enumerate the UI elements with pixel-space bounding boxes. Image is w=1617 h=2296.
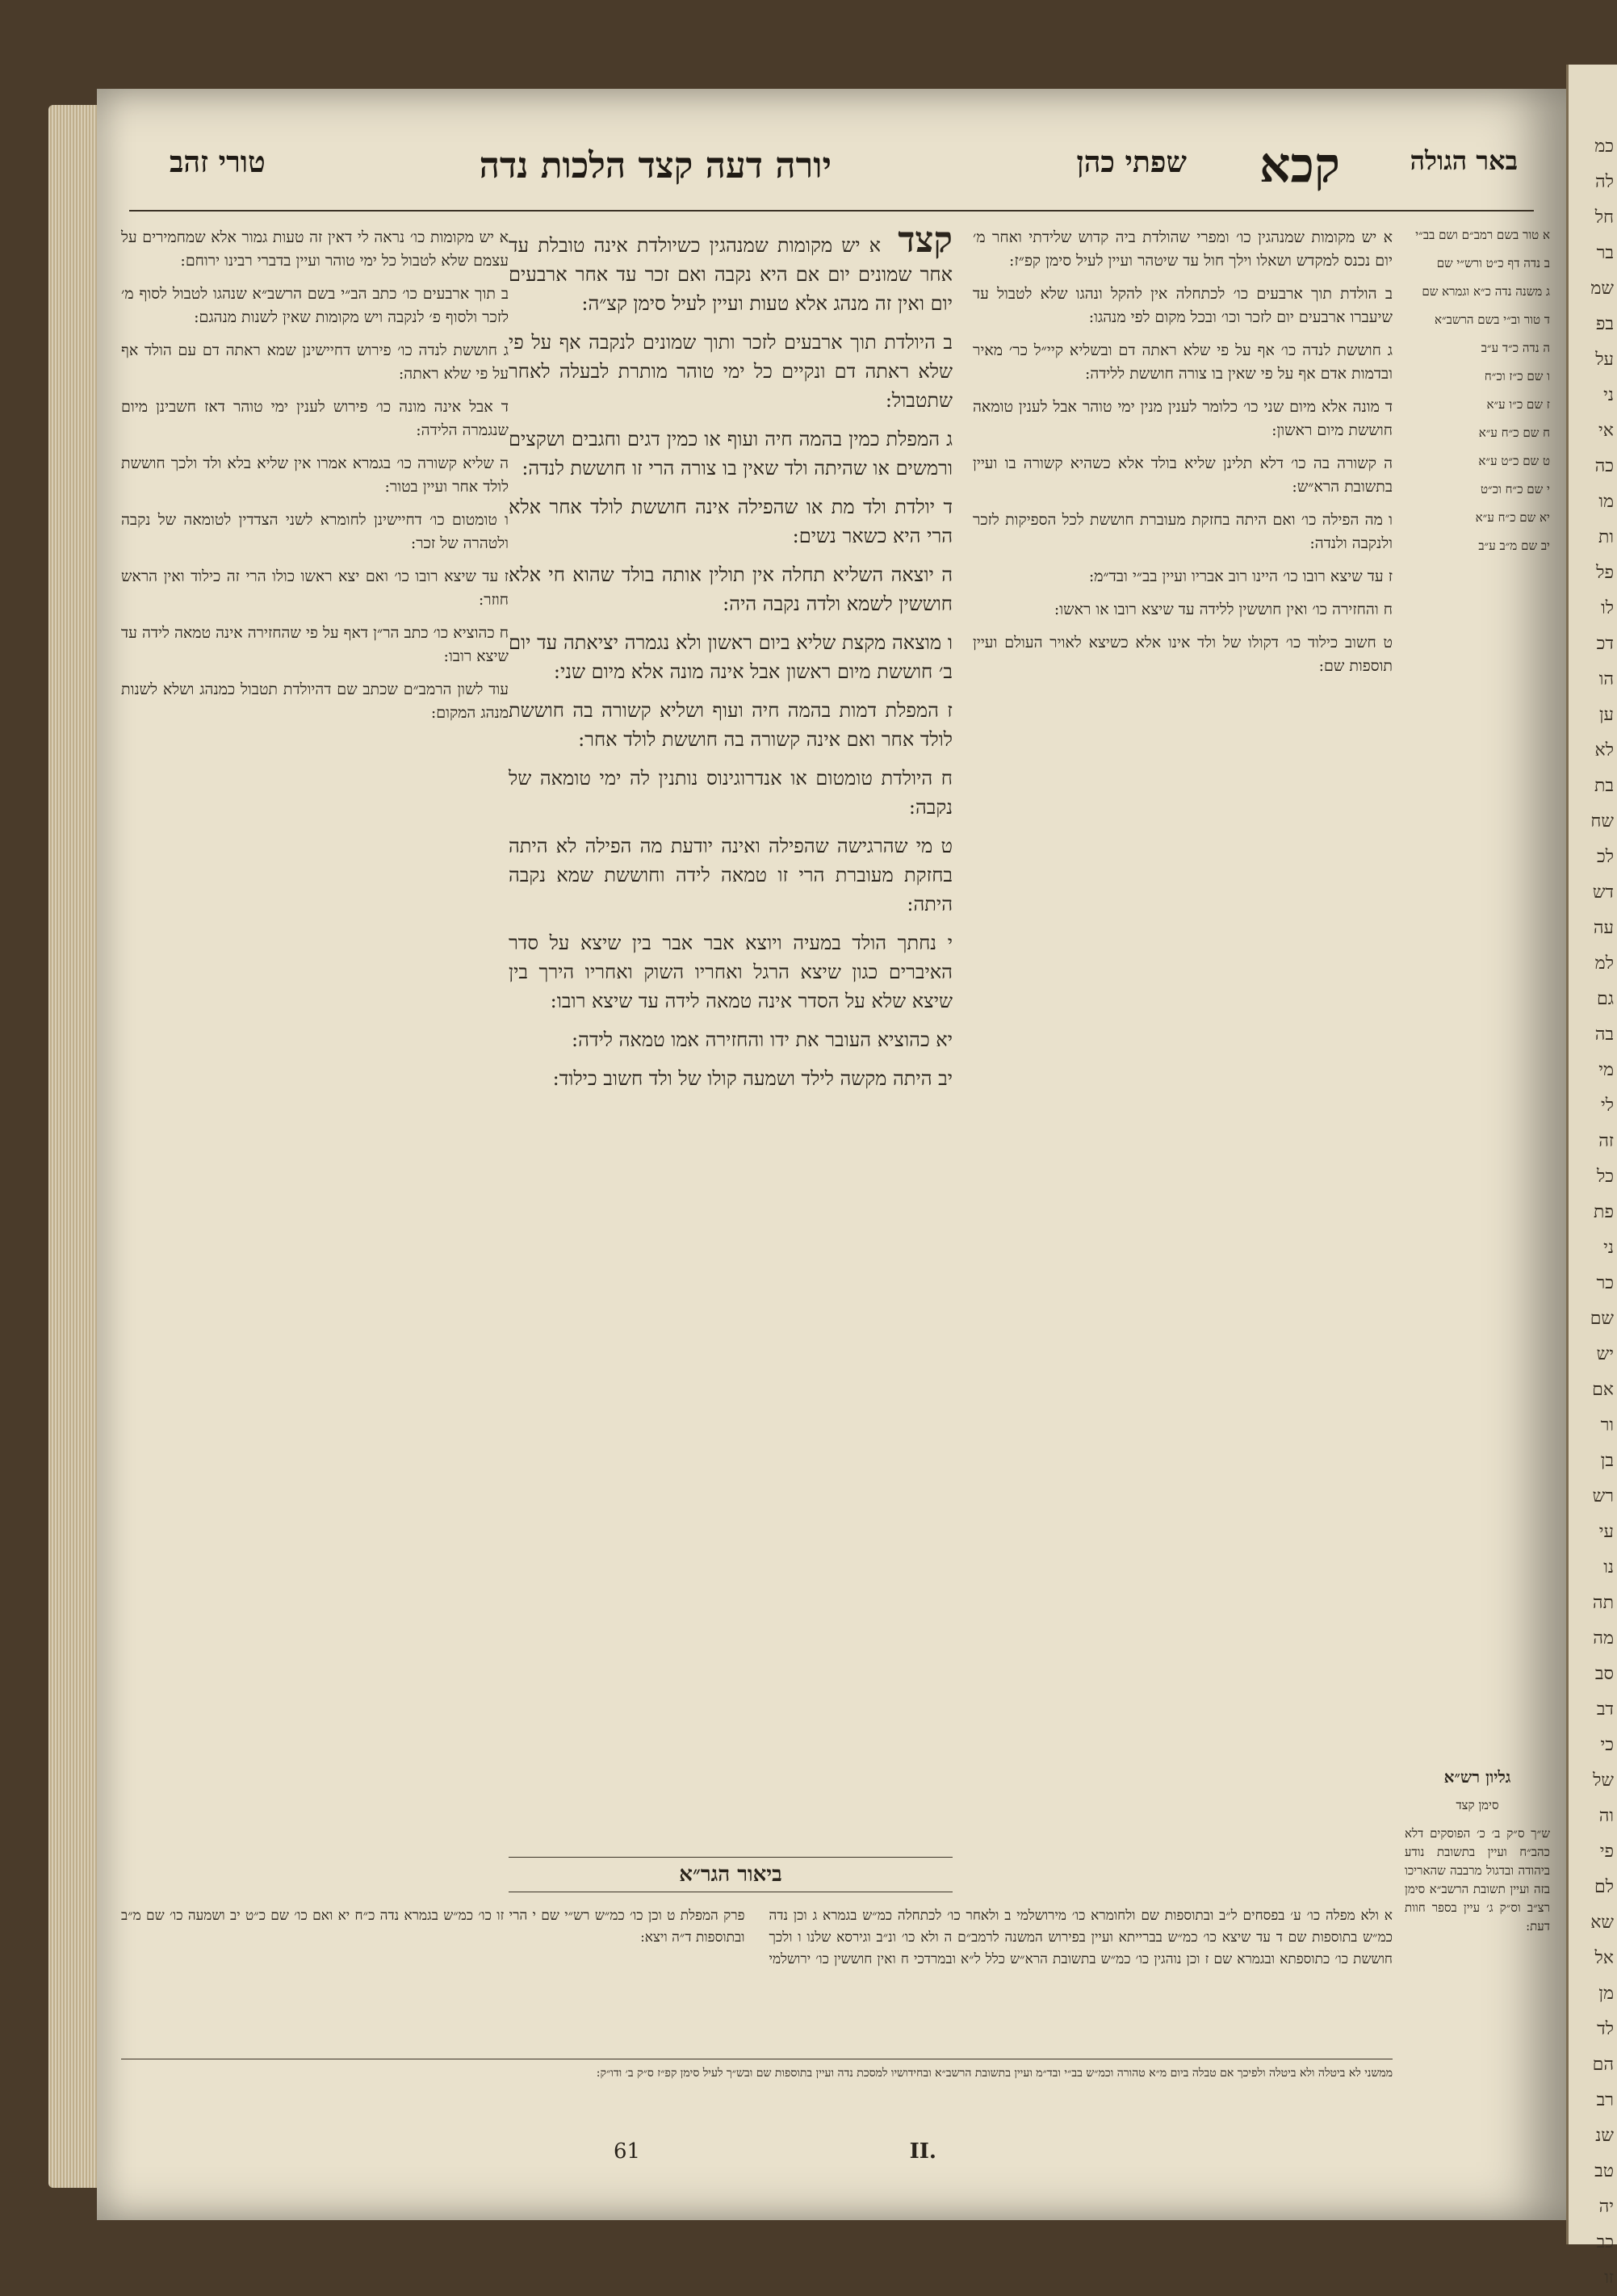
header-center-title: יורה דעה קצד הלכות נדה bbox=[479, 145, 832, 186]
main-paragraph: יא כהוציא העובר את ידו והחזירה אמו טמאה לידה: bbox=[572, 1029, 953, 1051]
facing-page-fragment: זה bbox=[1598, 1131, 1614, 1151]
facing-page-fragment: גם bbox=[1597, 989, 1614, 1009]
siman-number: קצד bbox=[898, 220, 953, 261]
taz-paragraph: ו טומטום כו׳ דחיישינן לחומרא לשני הצדדין לטומאה של נקבה ולטהרה של זכר: bbox=[121, 511, 509, 552]
taz-paragraph: א יש מקומות כו׳ נראה לי דאין זה טעות גמור אלא שמחמירים על עצמם שלא לטבול כל ימי טוהר ועיין בדברי רבינו ירוחם: bbox=[121, 228, 509, 270]
beer-note: יב שם מ״ב ע״ב bbox=[1478, 538, 1550, 553]
facing-page-fragment: שמ bbox=[1590, 279, 1614, 299]
facing-page-fragment: מו bbox=[1598, 492, 1614, 512]
facing-page-fragment: שנ bbox=[1595, 2126, 1614, 2146]
taz-paragraph: ד אבל אינה מונה כו׳ פירוש לענין ימי טוהר דאז חשבינן מיום שנגמרה הלידה: bbox=[121, 398, 509, 439]
facing-page-fragment: עה bbox=[1593, 918, 1614, 938]
facing-page-fragment: מן bbox=[1598, 1984, 1614, 2004]
facing-page-fragment: פת bbox=[1594, 1202, 1614, 1222]
facing-page-fragment: אם bbox=[1592, 1380, 1614, 1400]
main-paragraph: ג המפלת כמין בהמה חיה ועוף או כמין דגים וחגבים ושקצים ורמשים או שהיתה ולד שאין בו צורה הרי זו חוששת לנדה: bbox=[509, 428, 953, 480]
beer-note: ט שם כ״ט ע״א bbox=[1478, 454, 1550, 468]
facing-page-fragment: כה bbox=[1594, 456, 1614, 476]
main-paragraph: ב היולדת תוך ארבעים לזכר ותוך שמונים לנקבה אף על פי שלא ראתה דם ונקיים כל ימי טוהר מותרת לבעלה לאחר שתטבול: bbox=[509, 331, 953, 412]
facing-page-fragment: עי bbox=[1598, 1522, 1614, 1542]
facing-page-fragment: אי bbox=[1598, 421, 1614, 441]
taz-paragraph: ג חוששת לנדה כו׳ פירוש דחיישינן שמא ראתה דם עם הולד אף על פי שלא ראתה: bbox=[121, 341, 509, 383]
facing-page-fragment: הו bbox=[1598, 669, 1614, 689]
main-paragraph: י נחתך הולד במעיה ויוצא אבר אבר בין שיצא על סדר האיברים כגון שיצא הרגל ואחריו השוק ואחריו הירך בין שיצא שלא על הסדר אינה טמאה לידה עד שיצא רובו: bbox=[509, 932, 953, 1012]
facing-page-fragment: מה bbox=[1593, 1628, 1614, 1649]
facing-page-fragment: של bbox=[1593, 1770, 1614, 1791]
main-paragraph: ו מוצאה מקצת שליא ביום ראשון ולא נגמרה יציאתה עד יום ב׳ חוששת מיום ראשון אבל אינה מונה אלא מיום שני: bbox=[509, 631, 953, 683]
facing-page-fragment: לי bbox=[1600, 1096, 1614, 1116]
gilyon-subtitle: סימן קצד bbox=[1456, 1798, 1499, 1812]
facing-page-fragment: שח bbox=[1590, 811, 1614, 832]
gilyon-rsha-block bbox=[1405, 1768, 1550, 2107]
beer-note: ד טור וב״י בשם הרשב״א bbox=[1434, 312, 1550, 327]
facing-page-fragment: שם bbox=[1590, 1309, 1614, 1329]
facing-page-fragment: כל bbox=[1596, 1167, 1614, 1187]
facing-page-fragment: בת bbox=[1594, 776, 1614, 796]
beer-note: ו שם כ״ז וכ״ח bbox=[1484, 369, 1550, 383]
beer-note: ז שם כ״ו ע״א bbox=[1486, 397, 1550, 412]
facing-page-fragment: בר bbox=[1596, 243, 1614, 263]
facing-page-fragment: זו bbox=[1604, 2268, 1614, 2288]
header-shach: שפתי כהן bbox=[1076, 145, 1187, 179]
gra-commentary: א ולא מפלה כו׳ ע׳ בפסחים ל״ב ובתוספות שם ולחומרא כו׳ מירושלמי ב ולאחר כו׳ לכתחלה כמ״ש בגמרא ג וכן נדה כמ״ש בתוספות שם ד עד שיצא כו׳ כמ״ש בברייתא ועיין בפירוש המשנה לרמב״ם ה ולא כו׳ ונ״ב וגירסא שלנו ו ולכך חוששת כו׳ כתוספתא ובגמרא שם ז וכן נוהגין כו׳ כמ״ש בתשובת הרא״ש כלל ל״א ובמרדכי ח ואין חוששין כו׳ ירושלמי פרק המפלת ט וכן כו׳ כמ״ש רש״י שם י הרי זו כו׳ כמ״ש בגמרא נדה כ״ח יא ואם כו׳ שם כ״ט יב ושמעה כו׳ שם מ״ב ובתוספות ד״ה ויצא: bbox=[121, 1908, 1393, 1967]
beer-note: ג משנה נדה כ״א וגמרא שם bbox=[1422, 284, 1550, 299]
shach-paragraph: ו מה הפילה כו׳ ואם היתה בחזקת מעוברת חוששת לכל הספיקות לזכר ולנקבה ולנדה: bbox=[973, 511, 1393, 552]
shach-paragraph: ח והחזירה כו׳ ואין חוששין ללידה עד שיצא רובו או ראשו: bbox=[1054, 601, 1393, 618]
shach-paragraph: ה קשורה בה כו׳ דלא תלינן שליא בולד אלא כשהיא קשורה בו ועיין בתשובת הרא״ש: bbox=[973, 455, 1393, 496]
facing-page-fragment: יה bbox=[1598, 2197, 1614, 2217]
taz-paragraph: עוד לשון הרמב״ם שכתב שם דהיולדת תטבול כמנהג ושלא לשנות מנהג המקום: bbox=[121, 681, 509, 722]
book-page bbox=[97, 89, 1566, 2220]
facing-page-fragment: דכ bbox=[1596, 634, 1614, 654]
shulchan-aruch-main-column bbox=[509, 220, 953, 1825]
facing-page-fragment: לו bbox=[1601, 598, 1614, 618]
main-paragraph: ז המפלת דמות בהמה חיה ועוף ושליא קשורה בה חוששת לולד אחר ואם אינה קשורה בה חוששת לולד אחר: bbox=[509, 699, 953, 751]
facing-page-fragment: ור bbox=[1600, 1415, 1614, 1435]
gilyon-text: ש״ך ס״ק ב׳ כ׳ הפוסקים דלא כהב״ח ועיין בתשובת נודע ביהודה ובדגול מרבבה שהאריכו בזה ועיין תשובת הרשב״א סימן רצ״ב וס״ק ג׳ עיין בספר חוות דעת: bbox=[1405, 1826, 1550, 1934]
facing-page-fragment: בה bbox=[1594, 1024, 1614, 1045]
facing-page-fragment: ני bbox=[1603, 385, 1614, 405]
facing-page-fragment: ות bbox=[1598, 527, 1614, 547]
header-page-number: קכא bbox=[1259, 137, 1340, 194]
facing-page-fragment: נו bbox=[1603, 1557, 1614, 1577]
facing-page-fragment: כמ bbox=[1594, 136, 1614, 157]
facing-page-fragment: תה bbox=[1592, 1593, 1614, 1613]
facing-page-fragment: וה bbox=[1598, 1806, 1614, 1826]
facing-page-edge bbox=[1566, 65, 1617, 2288]
facing-page-fragment: אל bbox=[1594, 1948, 1614, 1968]
header-beer-hagolah: באר הגולה bbox=[1410, 145, 1518, 176]
facing-page-fragment: רב bbox=[1596, 2090, 1614, 2110]
facing-page-fragment: לכ bbox=[1596, 847, 1614, 867]
facing-page-fragment: יש bbox=[1596, 1344, 1614, 1364]
facing-page-fragment: סב bbox=[1594, 1664, 1614, 1684]
shach-paragraph: ב הולדת תוך ארבעים כו׳ לכתחלה אין להקל ונהגו שלא לטבול עד שיעברו ארבעים יום לזכר וכו׳ ובכל מקום לפי מנהגו: bbox=[973, 285, 1393, 326]
gilyon-title: גליון רש״א bbox=[1443, 1767, 1511, 1787]
page-header bbox=[129, 137, 1534, 212]
beer-note: ה נדה כ״ד ע״ב bbox=[1481, 341, 1550, 355]
facing-page-fragment: פל bbox=[1596, 563, 1614, 583]
facing-page-fragment: כר bbox=[1596, 1273, 1614, 1293]
facing-page-fragment: חל bbox=[1594, 207, 1614, 228]
facing-page-fragment: ען bbox=[1598, 705, 1614, 725]
main-paragraph: יב היתה מקשה לילד ושמעה קולו של ולד חשוב כילוד: bbox=[552, 1067, 953, 1090]
taz-paragraph: ה שליא קשורה כו׳ בגמרא אמרו אין שליא בלא ולד ולכך חוששת לולד אחר ועיין בטור: bbox=[121, 455, 509, 496]
shach-paragraph: ט חשוב כילוד כו׳ דקולו של ולד אינו אלא כשיצא לאויר העולם ועיין תוספות שם: bbox=[973, 634, 1393, 675]
beer-note: י שם כ״ח וכ״ט bbox=[1480, 482, 1550, 496]
main-intro-text: א יש מקומות שמנהגין כשיולדת אינה טובלת עד אחר שמונים יום אם היא נקבה ואם זכר עד אחר ארבעים יום ואין זה מנהג אלא טעות ועיין לעיל סימן קצ״ה: bbox=[509, 234, 953, 315]
facing-page-text bbox=[1569, 65, 1617, 2296]
shach-paragraph: ד מונה אלא מיום שני כו׳ כלומר לענין מנין ימי טוהר אבל לענין טומאה חוששת מיום ראשון: bbox=[973, 398, 1393, 439]
facing-page-fragment: פי bbox=[1599, 1841, 1614, 1862]
shach-paragraph: א יש מקומות שמנהגין כו׳ ומפרי שהולדת ביה קדוש שלידתי ואחר מ׳ יום נכנס למקדש ושאלו וילך חול עד שיטהר ועיין לעיל סימן קפ״ז: bbox=[973, 228, 1393, 270]
facing-page-fragment: טב bbox=[1594, 2161, 1614, 2181]
facing-page-fragment: בפ bbox=[1595, 314, 1614, 334]
main-intro bbox=[509, 220, 953, 318]
facing-page-fragment: לא bbox=[1594, 740, 1614, 760]
facing-page-fragment: כב bbox=[1596, 2232, 1614, 2252]
facing-page-fragment: דש bbox=[1592, 882, 1614, 903]
facing-page-fragment: בן bbox=[1600, 1451, 1614, 1471]
shach-column bbox=[973, 226, 1393, 1873]
taz-paragraph: ח כהוציא כו׳ כתב הר״ן דאף על פי שהחזירה אינה טמאה לידה עד שיצא רובו: bbox=[121, 624, 509, 665]
facing-page-fragment: לד bbox=[1597, 2019, 1614, 2039]
beer-note: ב נדה דף כ״ט ורש״י שם bbox=[1436, 256, 1550, 270]
gra-title: ביאור הגר״א bbox=[509, 1857, 953, 1892]
header-taz: טורי זהב bbox=[170, 145, 266, 179]
facing-page-fragment: רש bbox=[1592, 1486, 1614, 1506]
facing-page-fragment: מי bbox=[1598, 1060, 1614, 1080]
taz-paragraph: ז עד שיצא רובו כו׳ ואם יצא ראשו כולו הרי זה כילוד ואין הראש חוזר: bbox=[121, 568, 509, 609]
printer-signature-left: 61 bbox=[614, 2139, 641, 2164]
facing-page-fragment: כי bbox=[1600, 1735, 1614, 1755]
main-paragraph: ה יוצאה השליא תחלה אין תולין אותה בולד שהוא חי אלא חוששין לשמא ולדה נקבה היה: bbox=[509, 564, 953, 615]
beer-note: יא שם כ״ח ע״א bbox=[1475, 510, 1550, 525]
shach-paragraph: ג חוששת לנדה כו׳ אף על פי שלא ראתה דם ובשליא קיי״ל כר׳ מאיר ובדמות אדם אף על פי שאין בו צורה חוששת ללידה: bbox=[973, 341, 1393, 383]
beer-note: ח שם כ״ח ע״א bbox=[1478, 425, 1550, 440]
facing-page-fragment: הם bbox=[1592, 2055, 1614, 2075]
main-paragraph: ח היולדת טומטום או אנדרוגינוס נותנין לה ימי טומאה של נקבה: bbox=[509, 767, 953, 819]
printer-signature-right: II. bbox=[909, 2139, 936, 2164]
main-paragraph: ד יולדת ולד מת או שהפילה אינה חוששת לולד אחר אלא הרי היא כשאר נשים: bbox=[509, 496, 953, 547]
facing-page-fragment: דב bbox=[1596, 1699, 1614, 1720]
beer-note: א טור בשם רמב״ם ושם בב״י bbox=[1415, 228, 1550, 242]
shach-paragraph: ז עד שיצא רובו כו׳ היינו רוב אבריו ועיין בב״י ובד״מ: bbox=[1088, 568, 1393, 585]
taz-paragraph: ב תוך ארבעים כו׳ כתב הב״י בשם הרשב״א שנהגו לטבול לסוף מ׳ לזכר ולסוף פ׳ לנקבה ויש מקומות שאין לשנות מנהגם: bbox=[121, 285, 509, 326]
facing-page-fragment: על bbox=[1595, 350, 1614, 370]
facing-page-fragment: שא bbox=[1590, 1913, 1614, 1933]
footer-note: ממשני לא ביטלה ולא ביטלה ולפיכך אם טבלה ביום מ״א טהורה וכמ״ש בב״י ובד״מ ועיין בתשובת הרשב״א ובחידושיו למסכת נדה ועיין בתוספות שם ובש״ך לעיל סימן קפ״ז ס״ק ב׳ ודו״ק: bbox=[121, 2059, 1393, 2082]
facing-page-fragment: למ bbox=[1594, 953, 1614, 974]
facing-page-fragment: לה bbox=[1595, 172, 1614, 192]
facing-page-fragment: לם bbox=[1594, 1877, 1614, 1897]
facing-page-fragment: ני bbox=[1603, 1238, 1614, 1258]
taz-column bbox=[121, 226, 509, 1873]
main-paragraph: ט מי שהרגישה שהפילה ואינה יודעת מה הפילה לא היתה בחזקת מעוברת הרי זו טמאה לידה וחוששת שמא נקבה היתה: bbox=[509, 835, 953, 915]
